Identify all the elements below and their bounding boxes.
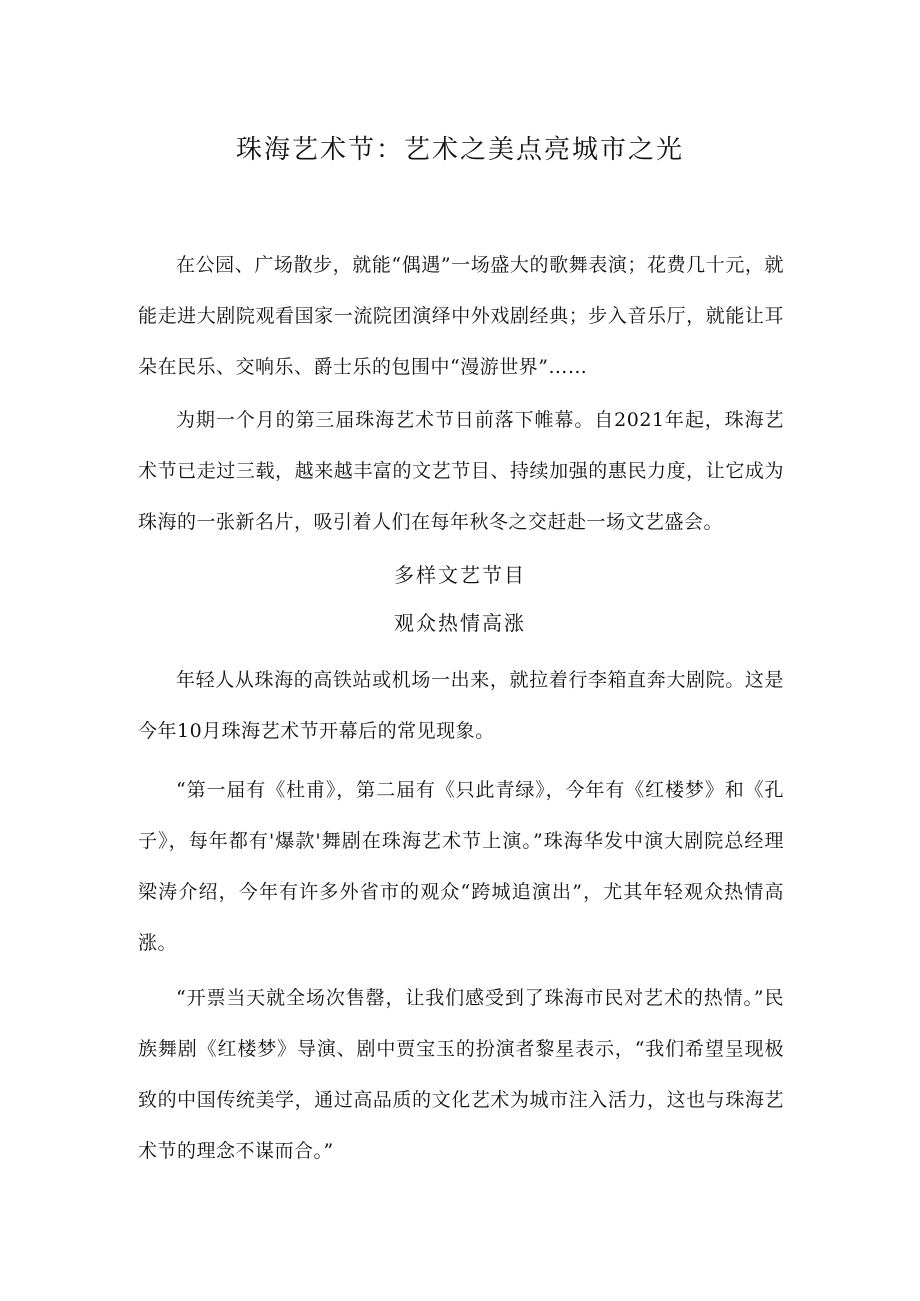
paragraph-intro: 在公园、广场散步，就能“偶遇”一场盛大的歌舞表演；花费几十元，就能走进大剧院观看国家一流院团演绎中外戏剧经典；步入音乐厅，就能让耳朵在民乐、交响乐、爵士乐的包围中“漫游世界”…… bbox=[138, 254, 784, 378]
paragraph-manager-quote: “第一届有《杜甫》，第二届有《只此青绿》，今年有《红楼梦》和《孔子》，每年都有'爆款'舞剧在珠海艺术节上演。”珠海华发中演大剧院总经理梁涛介绍，今年有许多外省市的观众“跨城追演出”，尤其年轻观众热情高涨。 bbox=[138, 779, 784, 954]
paragraph-young-audience: 年轻人从珠海的高铁站或机场一出来，就拉着行李箱直奔大剧院。这是今年10月珠海艺术节开幕后的常见现象。 bbox=[138, 669, 784, 742]
paragraph-director-quote: “开票当天就全场次售罄，让我们感受到了珠海市民对艺术的热情。”民族舞剧《红楼梦》导演、剧中贾宝玉的扮演者黎星表示，“我们希望呈现极致的中国传统美学，通过高品质的文化艺术为城市注入活力，这也与珠海艺术节的理念不谋而合。” bbox=[138, 987, 784, 1162]
paragraph-festival-summary: 为期一个月的第三届珠海艺术节日前落下帷幕。自2021年起，珠海艺术节已走过三载，越来越丰富的文艺节目、持续加强的惠民力度，让它成为珠海的一张新名片，吸引着人们在每年秋冬之交赶赴一场文艺盛会。 bbox=[138, 409, 784, 533]
section-heading-line-1: 多样文艺节目 bbox=[394, 563, 526, 587]
document-title: 珠海艺术节：艺术之美点亮城市之光 bbox=[235, 135, 684, 165]
section-heading-line-2: 观众热情高涨 bbox=[394, 611, 526, 635]
